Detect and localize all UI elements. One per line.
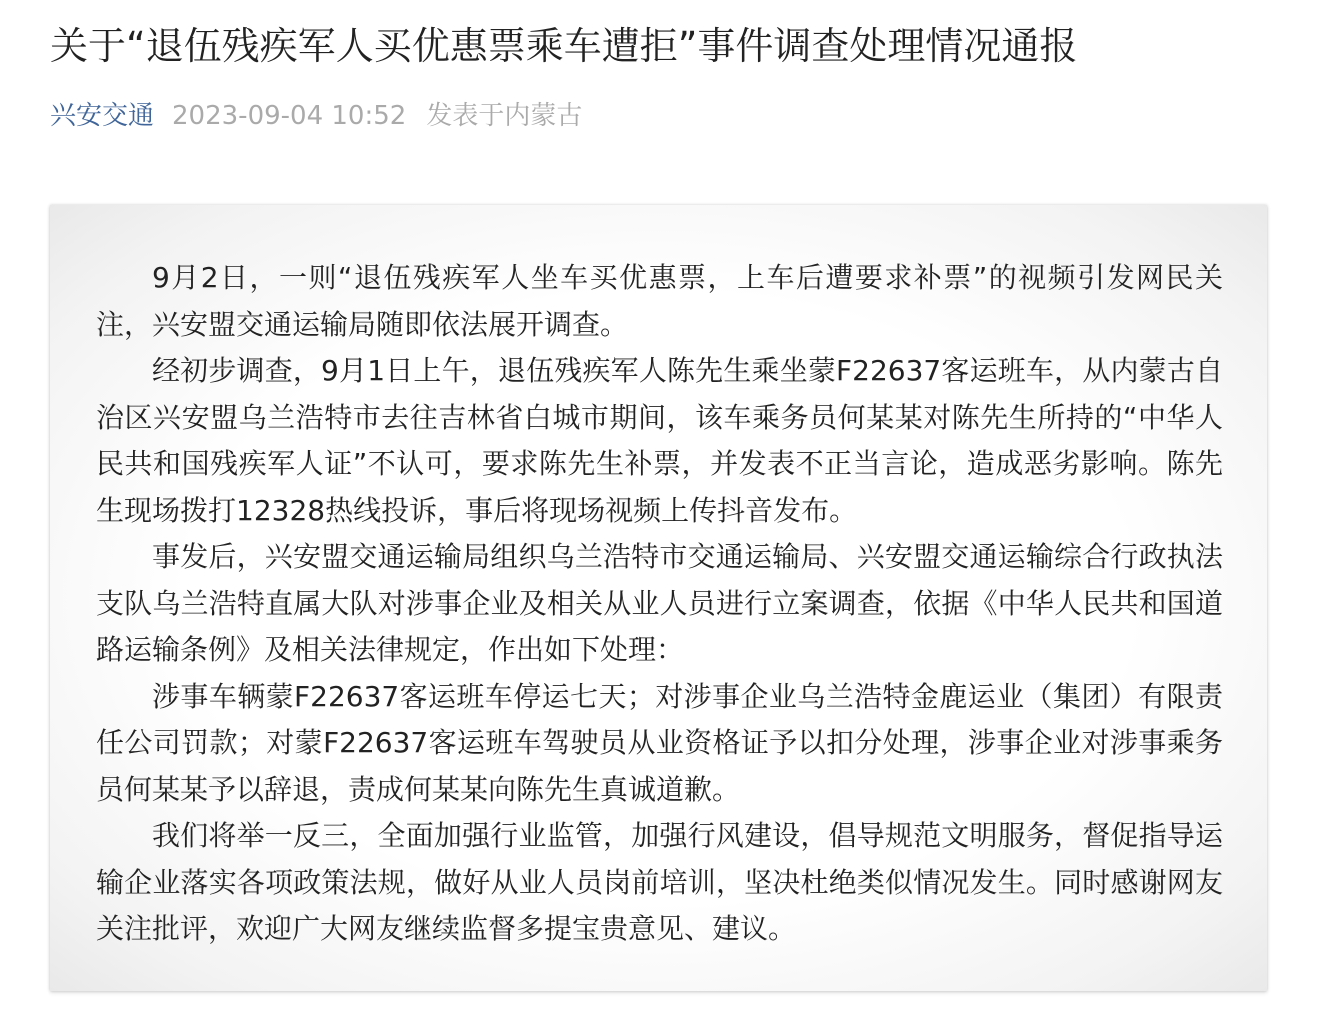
article-meta (50, 96, 582, 136)
body-paragraph: 我们将举一反三，全面加强行业监管，加强行风建设，倡导规范文明服务，督促指导运输企业落实各项政策法规，做好从业人员岗前培训，坚决杜绝类似情况发生。同时感谢网友关注批评，欢迎广大网友继续监督多提宝贵意见、建议。 (96, 819, 1223, 945)
body-paragraph: 事发后，兴安盟交通运输局组织乌兰浩特市交通运输局、兴安盟交通运输综合行政执法支队乌兰浩特直属大队对涉事企业及相关从业人员进行立案调查，依据《中华人民共和国道路运输条例》及相关法律规定，作出如下处理： (96, 540, 1223, 666)
source-account-link[interactable]: 兴安交通 (50, 101, 155, 131)
body-paragraph: 9月2日，一则“退伍残疾军人坐车买优惠票，上车后遭要求补票”的视频引发网民关注，兴安盟交通运输局随即依法展开调查。 (96, 261, 1223, 341)
article-title: 关于“退伍残疾军人买优惠票乘车遭拒”事件调查处理情况通报 (50, 24, 1078, 68)
body-paragraph: 涉事车辆蒙F22637客运班车停运七天；对涉事企业乌兰浩特金鹿运业（集团）有限责任公司罚款；对蒙F22637客运班车驾驶员从业资格证予以扣分处理，涉事企业对涉事乘务员何某某予以辞退，责成何某某向陈先生真诚道歉。 (96, 679, 1223, 806)
publish-location: 发表于内蒙古 (426, 101, 583, 131)
article-body-card (50, 205, 1267, 991)
body-paragraph: 经初步调查，9月1日上午，退伍残疾军人陈先生乘坐蒙F22637客运班车，从内蒙古自治区兴安盟乌兰浩特市去往吉林省白城市期间，该车乘务员何某某对陈先生所持的“中华人民共和国残疾军人证”不认可，要求陈先生补票，并发表不正当言论，造成恶劣影响。陈先生现场拨打12328热线投诉，事后将现场视频上传抖音发布。 (96, 354, 1223, 527)
publish-time: 2023-09-04 10:52 (172, 101, 407, 131)
